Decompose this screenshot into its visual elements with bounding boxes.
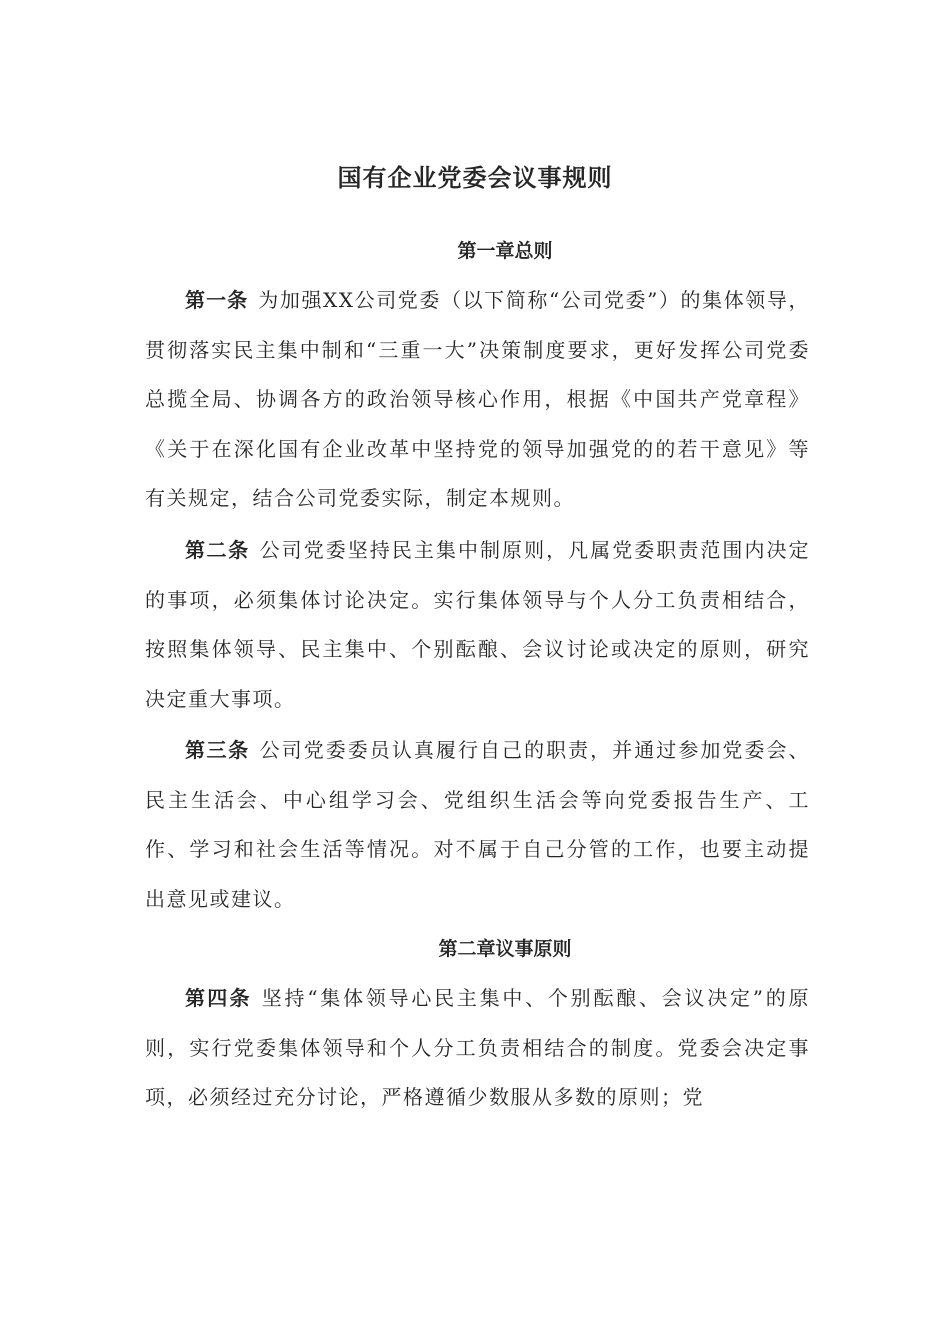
article-text: 坚持“集体领导心民主集中、个别酝酿、会议决定”的原则，实行党委集体领导和个人分工负责相结合的制度。党委会决定事项，必须经过充分讨论，严格遵循少数服从多数的原则；党 <box>145 986 811 1110</box>
article-2 <box>145 526 810 724</box>
article-label: 第四条 <box>185 986 252 1010</box>
article-4 <box>145 974 810 1123</box>
article-label: 第三条 <box>185 738 250 762</box>
chapter-heading-1: 第一章总则 <box>457 240 553 262</box>
article-label: 第一条 <box>185 288 249 312</box>
document-title: 国有企业党委会议事规则 <box>337 163 613 192</box>
article-1 <box>145 276 810 524</box>
article-text: 公司党委委员认真履行自己的职责，并通过参加党委会、民主生活会、中心组学习会、党组织生活会等向党委报告生产、工作、学习和社会生活等情况。对不属于自己分管的工作，也要主动提出意见或建议。 <box>145 738 811 911</box>
article-text: 为加强XX公司党委（以下简称“公司党委”）的集体领导，贯彻落实民主集中制和“三重一大”决策制度要求，更好发挥公司党委总揽全局、协调各方的政治领导核心作用，根据《中国共产党章程》《关于在深化国有企业改革中坚持党的领导加强党的的若干意见》等有关规定，结合公司党委实际，制定本规则。 <box>145 288 810 511</box>
article-label: 第二条 <box>185 538 250 562</box>
chapter-heading-2: 第二章议事原则 <box>438 938 572 960</box>
article-text: 公司党委坚持民主集中制原则，凡属党委职责范围内决定的事项，必须集体讨论决定。实行集体领导与个人分工负责相结合，按照集体领导、民主集中、个别酝酿、会议讨论或决定的原则，研究决定重大事项。 <box>145 538 811 711</box>
article-3 <box>145 726 810 924</box>
